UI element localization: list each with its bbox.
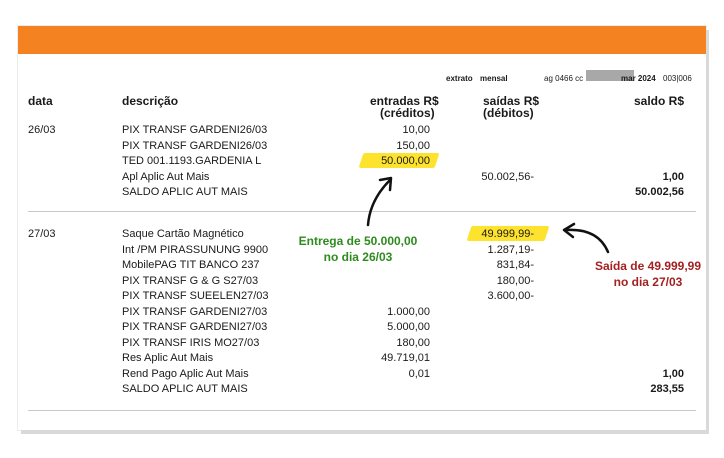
col-header-saidas: saídas R$ xyxy=(483,94,540,108)
group-date: 27/03 xyxy=(28,228,56,240)
col-header-saldo: saldo R$ xyxy=(633,94,684,108)
row-debit: 1.287,19- xyxy=(487,243,534,256)
row-description: Apl Aplic Aut Mais xyxy=(122,170,210,183)
annotation-red xyxy=(578,258,718,290)
row-description: Saque Cartão Magnético xyxy=(122,228,244,240)
row-credit: 0,01 xyxy=(408,367,430,380)
row-description: PIX TRANSF GARDENI27/03 xyxy=(122,321,268,333)
row-debit: 50.002,56- xyxy=(481,170,534,183)
mensal-label: mensal xyxy=(480,74,508,83)
annotation-green-line1: Entrega de 50.000,00 xyxy=(298,234,418,248)
row-description: PIX TRANSF GARDENI27/03 xyxy=(122,305,268,318)
row-description: Res Aplic Aut Mais xyxy=(122,352,214,364)
col-header-creditos: (créditos) xyxy=(380,106,435,120)
row-description: PIX TRANSF GARDENI26/03 xyxy=(122,124,268,136)
col-header-data: data xyxy=(28,94,53,108)
annotation-red-line1: Saída de 49.999,99 xyxy=(594,259,702,273)
row-description: PIX TRANSF IRIS MO27/03 xyxy=(122,336,260,349)
annotation-green xyxy=(288,233,428,265)
row-description: PIX TRANSF G & G S27/03 xyxy=(122,274,259,287)
row-credit: 10,00 xyxy=(402,124,430,136)
row-debit: 180,00- xyxy=(496,274,534,287)
row-debit: 3.600,00- xyxy=(487,290,534,302)
row-balance: 1,00 xyxy=(662,170,684,183)
annotation-red-line2: no dia 27/03 xyxy=(613,275,683,289)
arrow-up-icon xyxy=(358,170,398,230)
col-header-debitos: (débitos) xyxy=(483,106,534,120)
row-credit: 180,00 xyxy=(396,336,430,349)
row-credit: 49.719,01 xyxy=(381,352,430,364)
group-date: 26/03 xyxy=(28,124,56,136)
row-description: SALDO APLIC AUT MAIS xyxy=(122,383,248,395)
row-description: TED 001.1193.GARDENIA L xyxy=(122,155,262,167)
col-header-entradas: entradas R$ xyxy=(370,94,439,108)
row-description: SALDO APLIC AUT MAIS xyxy=(122,186,248,198)
row-balance: 50.002,56 xyxy=(635,186,684,198)
extrato-label: extrato xyxy=(446,74,473,83)
row-credit: 150,00 xyxy=(396,139,430,152)
row-description: Int /PM PIRASSUNUNG 9900 xyxy=(122,243,269,256)
row-credit: 1.000,00 xyxy=(387,305,430,318)
row-description: PIX TRANSF GARDENI26/03 xyxy=(122,139,268,152)
bank-statement-card xyxy=(18,26,706,430)
row-description: PIX TRANSF SUEELEN27/03 xyxy=(122,290,269,302)
brand-header-bar xyxy=(18,26,706,54)
row-balance: 1,00 xyxy=(662,367,684,380)
row-debit: 831,84- xyxy=(496,259,534,271)
col-header-descricao: descrição xyxy=(122,94,179,108)
statement-period: mar 2024 xyxy=(621,74,656,83)
annotation-green-line2: no dia 26/03 xyxy=(323,250,393,264)
row-debit: 49.999,99- xyxy=(481,228,534,240)
agencia-account: ag 0466 cc xyxy=(544,74,584,83)
row-credit: 5.000,00 xyxy=(387,321,430,333)
row-description: Rend Pago Aplic Aut Mais xyxy=(122,367,249,380)
bottom-divider xyxy=(28,410,696,411)
row-description: MobilePAG TIT BANCO 237 xyxy=(122,259,260,271)
row-balance: 283,55 xyxy=(650,383,684,395)
arrow-left-icon xyxy=(558,222,614,256)
row-credit: 50.000,00 xyxy=(381,155,430,167)
page-number: 003|006 xyxy=(663,74,692,83)
